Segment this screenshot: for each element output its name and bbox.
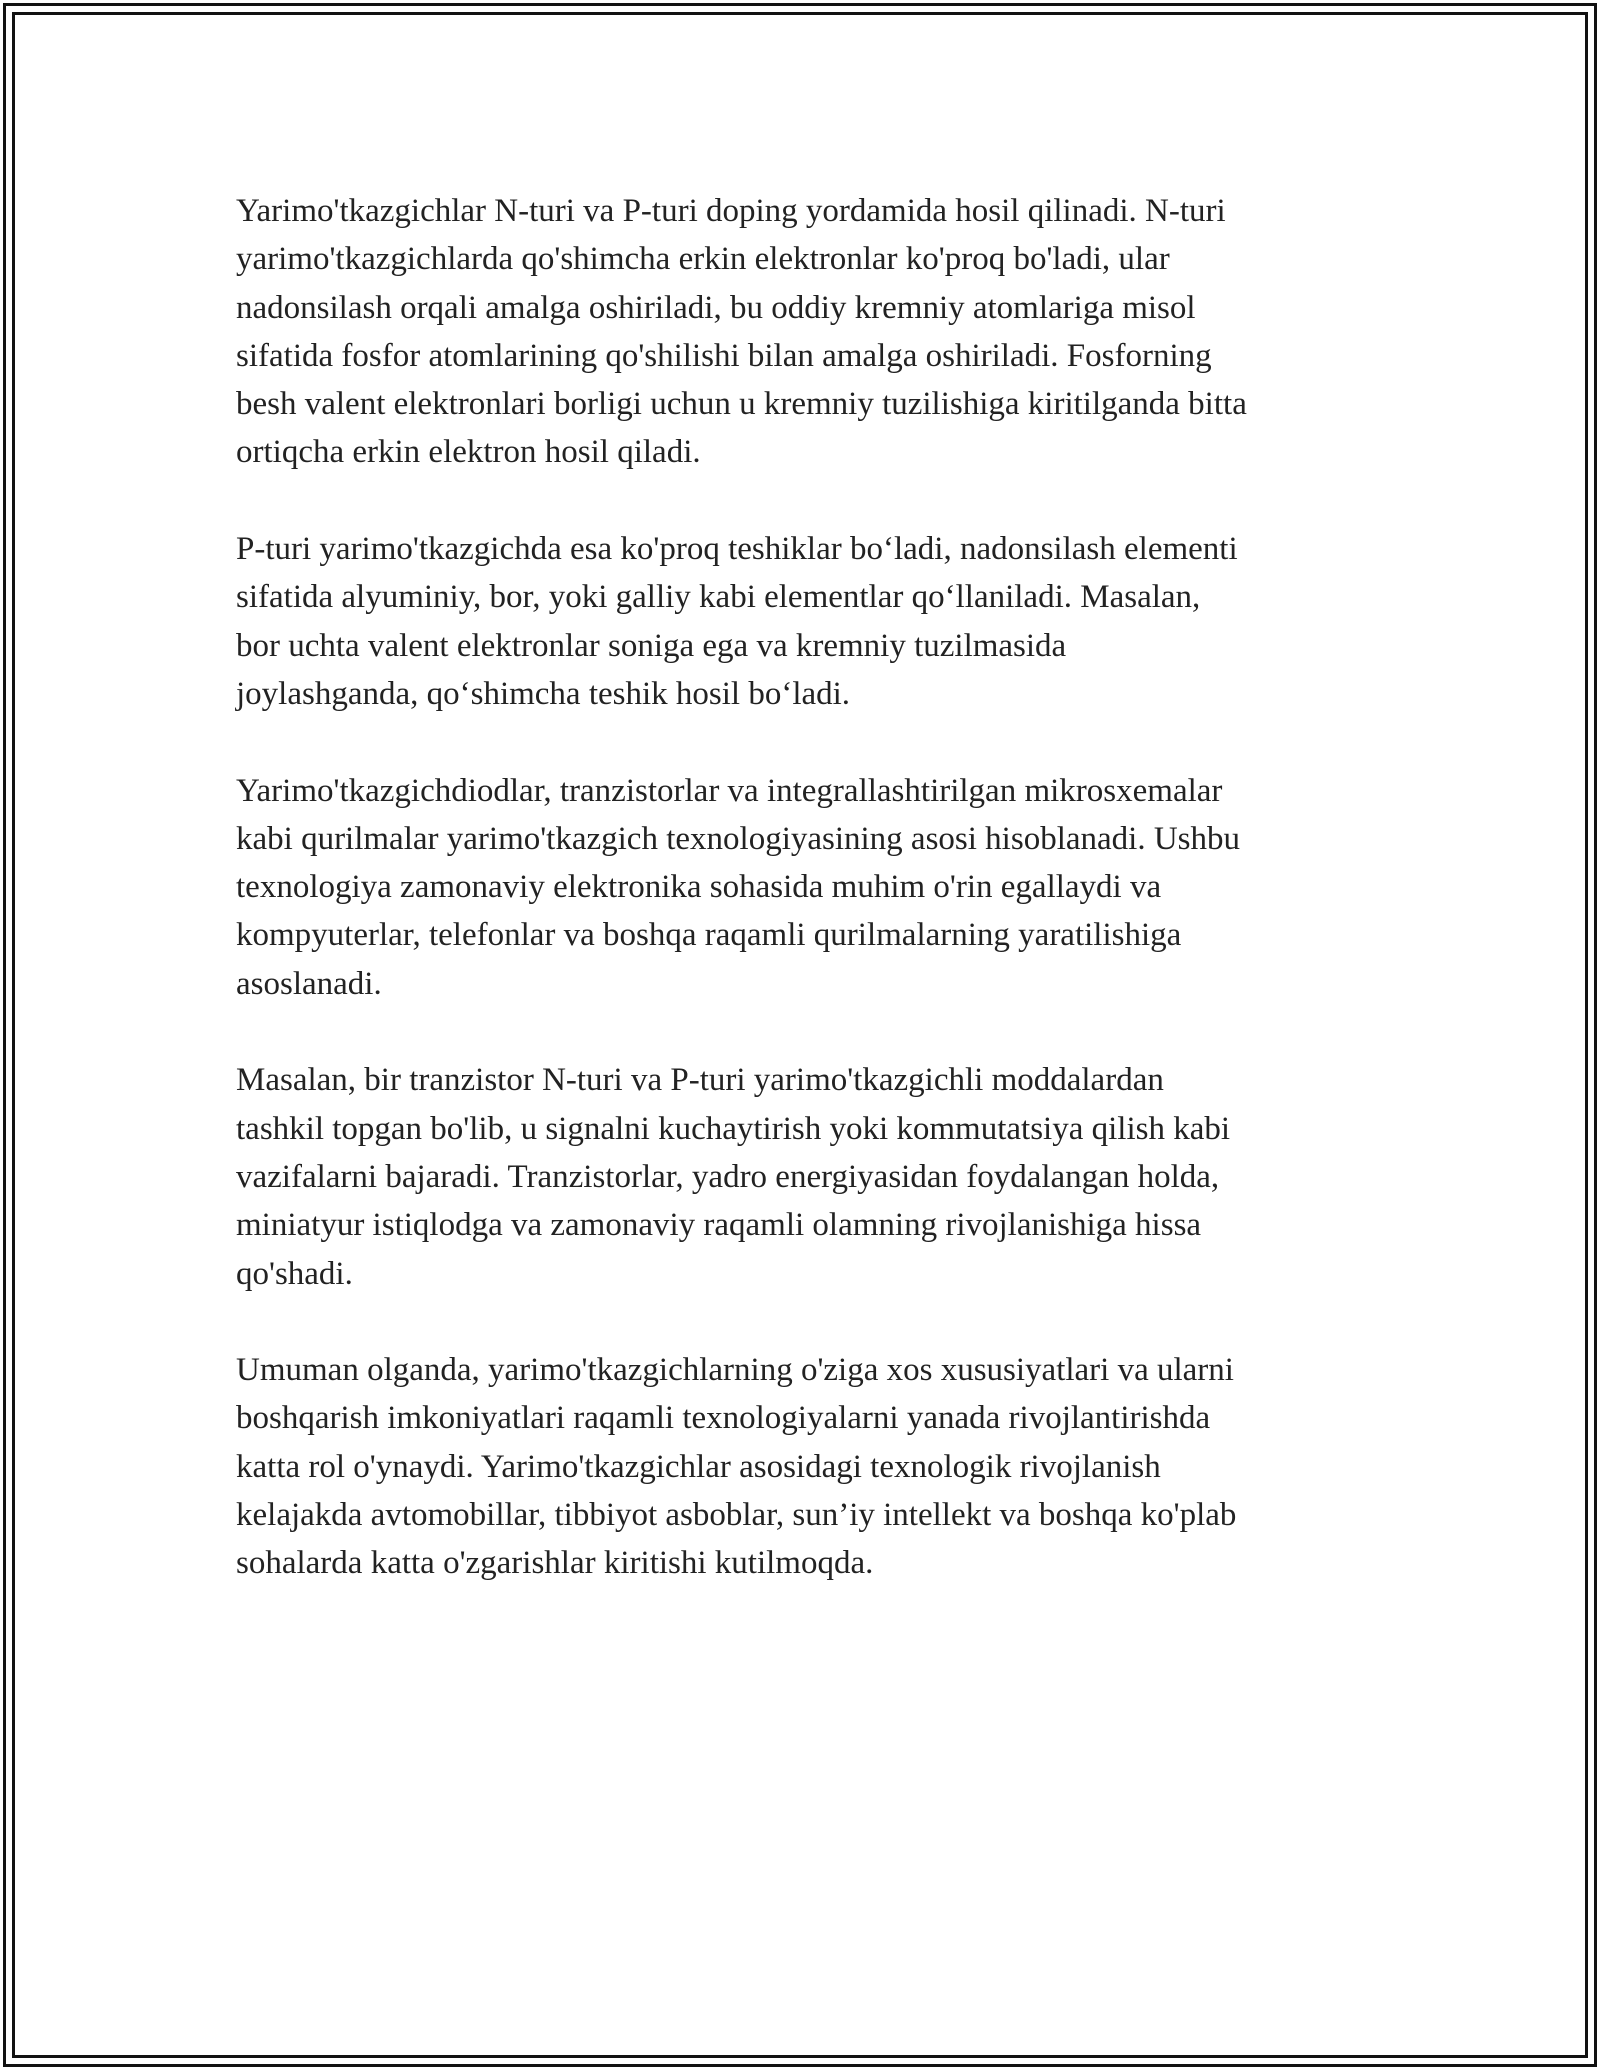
paragraph-transistor: Masalan, bir tranzistor N-turi va P-turi yarimo'tkazgichli moddalardan tashkil topgan bo'lib, u signalni kuchaytirish yoki kommutatsiya qilish kabi vazifalarni bajaradi. Tranzistorlar, yadro energiyasidan foydalangan holda, miniatyur istiqlodga va zamonaviy raqamli olamning rivojlanishiga hissa qo'shadi. xyxy=(236,1062,1231,1292)
paragraph-devices: Yarimo'tkazgichdiodlar, tranzistorlar va integrallashtirilgan mikrosxemalar kabi qurilmalar yarimo'tkazgich texnologiyasining asosi hisoblanadi. Ushbu texnologiya zamonaviy elektronika sohasida muhim o'rin egallaydi va kompyuterlar, telefonlar va boshqa raqamli qurilmalarning yaratilishiga asoslanadi. xyxy=(236,772,1241,1002)
paragraph-doping-n-type: Yarimo'tkazgichlar N-turi va P-turi doping yordamida hosil qilinadi. N-turi yarimo'tkazgichlarda qo'shimcha erkin elektronlar ko'proq bo'ladi, ular nadonsilash orqali amalga oshiriladi, bu oddiy kremniy atomlariga misol sifatida fosfor atomlarining qo'shilishi bilan amalga oshiriladi. Fosforning besh valent elektronlari borligi uchun u kremniy tuzilishiga kiritilganda bitta ortiqcha erkin elektron hosil qiladi. xyxy=(236,193,1247,471)
paragraph-conclusion: Umuman olganda, yarimo'tkazgichlarning o'ziga xos xususiyatlari va ularni boshqarish imkoniyatlari raqamli texnologiyalarni yanada rivojlantirishda katta rol o'ynaydi. Yarimo'tkazgichlar asosidagi texnologik rivojlanish kelajakda avtomobillar, tibbiyot asboblar, sun’iy intellekt va boshqa ko'plab sohalarda katta o'zgarishlar kiritishi kutilmoqda. xyxy=(236,1352,1237,1582)
paragraph-p-type: P-turi yarimo'tkazgichda esa ko'proq teshiklar bo‘ladi, nadonsilash elementi sifatida alyuminiy, bor, yoki galliy kabi elementlar qo‘llaniladi. Masalan, bor uchta valent elektronlar soniga ega va kremniy tuzilmasida joylashganda, qo‘shimcha teshik hosil bo‘ladi. xyxy=(236,531,1238,712)
document-body xyxy=(236,187,1356,1636)
